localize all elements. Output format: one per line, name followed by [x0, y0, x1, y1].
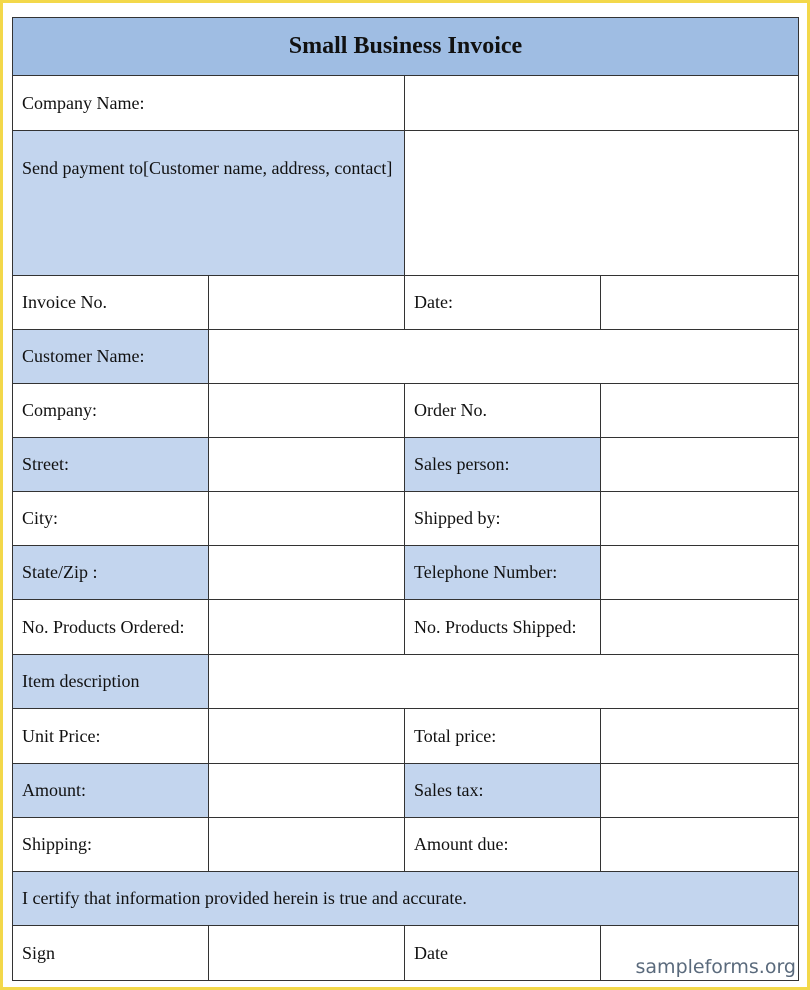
city-label: City:	[13, 492, 209, 546]
invoice-no-label: Invoice No.	[13, 276, 209, 330]
invoice-form-table	[12, 17, 799, 981]
sales-tax-field[interactable]	[601, 764, 799, 818]
amount-due-field[interactable]	[601, 818, 799, 872]
date-field[interactable]	[601, 276, 799, 330]
invoice-no-field[interactable]	[209, 276, 405, 330]
total-price-field[interactable]	[601, 709, 799, 764]
unit-price-label: Unit Price:	[13, 709, 209, 764]
products-ordered-label: No. Products Ordered:	[13, 600, 209, 655]
sign-date-label: Date	[405, 926, 601, 981]
products-shipped-label: No. Products Shipped:	[405, 600, 601, 655]
sign-label: Sign	[13, 926, 209, 981]
site-watermark: sampleforms.org	[635, 956, 796, 978]
send-payment-label: Send payment to[Customer name, address, contact]	[13, 131, 405, 276]
company-field[interactable]	[209, 384, 405, 438]
state-zip-label: State/Zip :	[13, 546, 209, 600]
certification-statement: I certify that information provided herein is true and accurate.	[13, 872, 799, 926]
shipping-field[interactable]	[209, 818, 405, 872]
amount-field[interactable]	[209, 764, 405, 818]
shipped-by-label: Shipped by:	[405, 492, 601, 546]
customer-name-field[interactable]	[209, 330, 799, 384]
amount-label: Amount:	[13, 764, 209, 818]
send-payment-field[interactable]	[405, 131, 799, 276]
products-shipped-field[interactable]	[601, 600, 799, 655]
order-no-label: Order No.	[405, 384, 601, 438]
street-label: Street:	[13, 438, 209, 492]
item-description-field[interactable]	[209, 655, 799, 709]
unit-price-field[interactable]	[209, 709, 405, 764]
company-name-label: Company Name:	[13, 76, 405, 131]
products-ordered-field[interactable]	[209, 600, 405, 655]
city-field[interactable]	[209, 492, 405, 546]
telephone-field[interactable]	[601, 546, 799, 600]
order-no-field[interactable]	[601, 384, 799, 438]
date-label: Date:	[405, 276, 601, 330]
item-description-label: Item description	[13, 655, 209, 709]
amount-due-label: Amount due:	[405, 818, 601, 872]
shipped-by-field[interactable]	[601, 492, 799, 546]
sales-person-field[interactable]	[601, 438, 799, 492]
state-zip-field[interactable]	[209, 546, 405, 600]
signature-field[interactable]	[209, 926, 405, 981]
shipping-label: Shipping:	[13, 818, 209, 872]
company-label: Company:	[13, 384, 209, 438]
sales-person-label: Sales person:	[405, 438, 601, 492]
telephone-label: Telephone Number:	[405, 546, 601, 600]
street-field[interactable]	[209, 438, 405, 492]
sales-tax-label: Sales tax:	[405, 764, 601, 818]
customer-name-label: Customer Name:	[13, 330, 209, 384]
form-title: Small Business Invoice	[13, 18, 799, 76]
total-price-label: Total price:	[405, 709, 601, 764]
company-name-field[interactable]	[405, 76, 799, 131]
